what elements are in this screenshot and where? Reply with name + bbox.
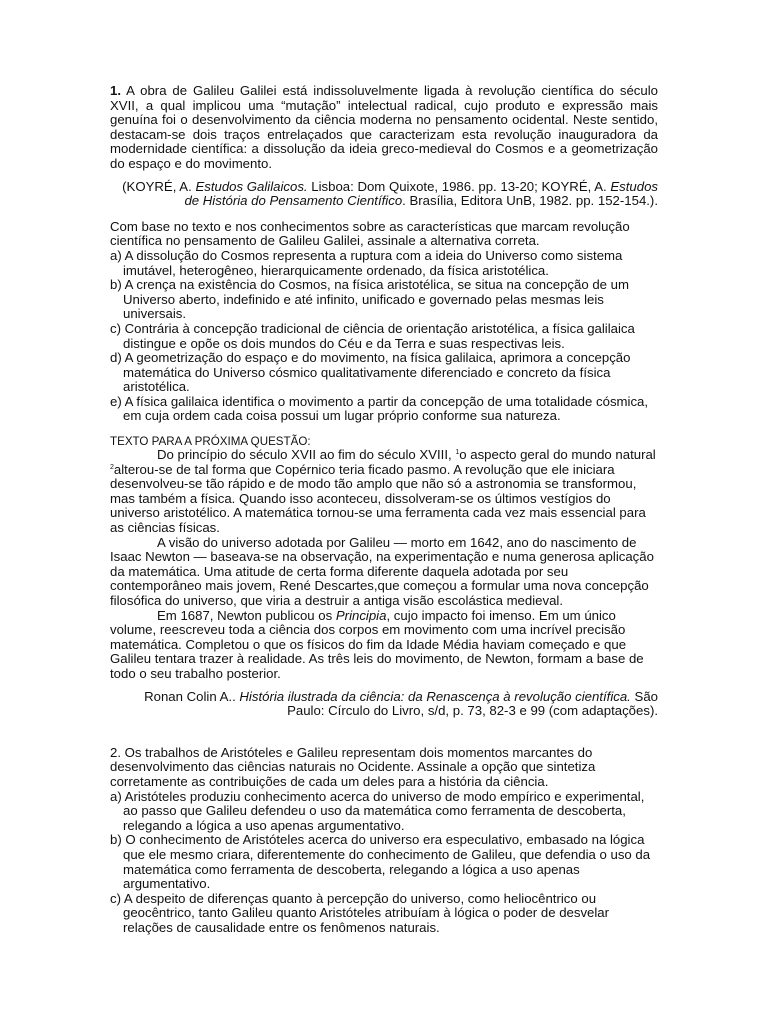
question-1-number: 1 [110,83,118,98]
question-2-stem: 2. Os trabalhos de Aristóteles e Galileu representam dois momentos marcantes do desenvolvimento das ciências naturais no Ocidente. Assinale a opção que sintetiza corretamente as contribuições de cada um deles para a história da ciência. [110,744,596,789]
texto-p3-part: , cujo impacto foi imenso. Em um único volume, reescreveu toda a ciência dos corpos em movimento com uma incrível precisão matemática. Completou o que os físicos do fim da Idade Média haviam começado e que Galileu tentara trazer à realidade. As três leis do movimento, de Newton, formam a base de todo o seu trabalho posterior. [110,607,644,681]
footnote-marker-2: 2 [110,463,114,471]
footnote-marker-1: 1 [455,449,460,457]
ref-title: Estudos de História do Pensamento Científico [184,178,658,209]
texto-p3-part: Em 1687, Newton publicou os [157,607,336,623]
ref-part: Lisboa: Dom Quixote, 1986. pp. 13-20; KOYRÉ, A. [307,178,611,194]
question-1-stem: Com base no texto e nos conhecimentos sobre as características que marcam revolução científica no pensamento de Galileu Galilei, assinale a alternativa correta. [110,218,630,249]
question-1-option-b: b) A crença na existência do Cosmos, na física aristotélica, se situa na concepção de um Universo aberto, indefinido e até infinito, unificado e governado pelas mesmas leis universais. [110,277,629,322]
question-1-paragraph: A obra de Galileu Galilei está indissoluvelmente ligada à revolução científica do século XVII, a qual implicou uma “mutação” intelectual radical, cujo produto e expressão mais genuína foi o desenvolvimento da ciência moderna no pensamento ocidental. Neste sentido, destacam-se dois traços entrelaçados que caracterizam esta revolução inauguradora da modernidade científica: a dissolução da ideia greco-medieval do Cosmos e a geometrização do espaço e do movimento. [110,83,658,171]
texto-reference [110,690,658,719]
ref-part: (KOYRÉ, A. [122,178,196,194]
question-1-option-e: e) A física galilaica identifica o movimento a partir da concepção de uma totalidade cósmica, em cuja ordem cada coisa possui um lugar próprio conforme sua natureza. [110,393,649,424]
ref-title: Estudos Galilaicos. [195,178,308,194]
texto-paragraph-2: A visão do universo adotada por Galileu — morto em 1642, ano do nascimento de Isaac Newton — baseava-se na observação, na experimentação e numa generosa aplicação da matemática. Uma atitude de certa forma diferente daquela adotada por seu contemporâneo mais jovem, René Descartes,que começou a formular uma nova concepção filosófica do universo, que viria a destruir a antiga visão escolástica medieval. [110,534,654,608]
ref-part: Ronan Colin A.. [144,688,240,704]
spacer [110,719,658,746]
question-2-option-a: a) Aristóteles produziu conhecimento acerca do universo de modo empírico e experimental, ao passo que Galileu defendeu o uso da matemática como ferramenta de descoberta, relegando a lógica a uso apenas argumentativo. [110,788,645,833]
ref-part: São Paulo: Círculo do Livro, s/d, p. 73, 82-3 e 99 (com adaptações). [287,688,658,719]
question-1-dot: . [117,83,122,98]
texto-heading: TEXTO PARA A PRÓXIMA QUESTÃO: [110,435,311,449]
question-2-option-b: b) O conhecimento de Aristóteles acerca do universo era especulativo, embasado na lógica que ele mesmo criara, diferentemente do conhecimento de Galileu, que defendia o uso da matemática como ferramenta de descoberta, relegando a lógica a uso apenas argumentativo. [110,832,651,892]
question-2-option-c: c) A despeito de diferenças quanto à percepção do universo, como heliocêntrico ou geocêntrico, tanto Galileu quanto Aristóteles atribuíam à lógica o poder de desvelar relações de causalidade entre os fenômenos naturais. [110,890,610,935]
question-1-text [110,84,658,172]
ref-title: História ilustrada da ciência: da Renascença à revolução científica. [239,688,631,704]
ref-part: . Brasília, Editora UnB, 1982. pp. 152-154.). [402,193,658,209]
question-1-option-d: d) A geometrização do espaço e do movimento, na física galilaica, aprimora a concepção matemática do Universo cósmico qualitativamente diferenciado e concreto da física aristotélica. [110,350,631,395]
texto-p1-part: o aspecto geral do mundo natural [459,447,656,463]
document-page [110,84,658,935]
texto-paragraph-3 [110,609,658,682]
question-1-option-c: c) Contrária à concepção tradicional de ciência de orientação aristotélica, a física galilaica distingue e opõe os dois mundos do Céu e da Terra e suas respectivas leis. [110,320,635,351]
question-1-option-a: a) A dissolução do Cosmos representa a ruptura com a ideia do Universo como sistema imutável, heterogêneo, hierarquicamente ordenado, da física aristotélica. [110,247,623,278]
book-title: Principia [335,607,387,623]
question-1-reference [110,180,658,209]
texto-paragraph-1 [110,448,658,536]
texto-p1-part: alterou-se de tal forma que Copérnico teria ficado pasmo. A revolução que ele iniciara desenvolveu-se tão rápido e de modo tão amplo que não só a astronomia se transformou, mas também a física. Quando isso aconteceu, dissolveram-se os últimos vestígios do universo aristotélico. A matemática tornou-se uma ferramenta cada vez mais essencial para as ciências físicas. [110,461,646,536]
texto-p1-part: Do princípio do século XVII ao fim do século XVIII, [157,447,456,463]
